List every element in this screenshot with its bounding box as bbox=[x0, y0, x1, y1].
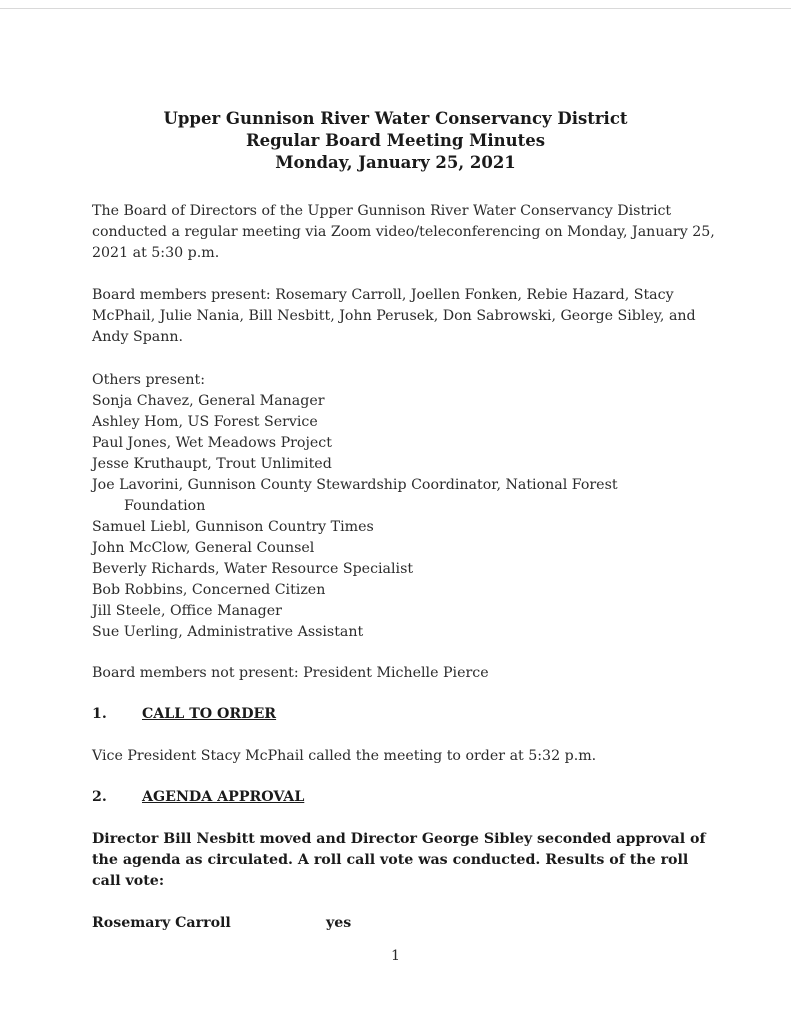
list-item: Jesse Kruthaupt, Trout Unlimited bbox=[92, 456, 332, 472]
section-number: 1. bbox=[92, 706, 107, 722]
document-subtitle: Regular Board Meeting Minutes bbox=[245, 131, 546, 150]
section-heading-call-to-order bbox=[92, 704, 276, 725]
section-number: 2. bbox=[92, 789, 107, 805]
call-to-order-text: Vice President Stacy McPhail called the meeting to order at 5:32 p.m. bbox=[92, 748, 597, 764]
voter-name: Rosemary Carroll bbox=[92, 915, 231, 931]
others-present-list bbox=[92, 370, 732, 643]
list-item: Sonja Chavez, General Manager bbox=[92, 393, 325, 409]
list-item-continuation: Foundation bbox=[124, 498, 206, 514]
vote-result: yes bbox=[326, 915, 352, 931]
list-item: Paul Jones, Wet Meadows Project bbox=[92, 435, 332, 451]
section-title: CALL TO ORDER bbox=[142, 706, 277, 722]
page-top-edge bbox=[0, 8, 791, 9]
list-item: Ashley Hom, US Forest Service bbox=[92, 414, 318, 430]
page-number: 1 bbox=[390, 948, 401, 964]
document-title: Upper Gunnison River Water Conservancy District bbox=[163, 109, 628, 128]
roll-call-vote-row bbox=[92, 913, 351, 934]
list-item: Sue Uerling, Administrative Assistant bbox=[92, 624, 364, 640]
members-absent-paragraph: Board members not present: President Michelle Pierce bbox=[92, 665, 489, 681]
list-item: Joe Lavorini, Gunnison County Stewardship Coordinator, National Forest bbox=[92, 477, 618, 493]
list-item: Beverly Richards, Water Resource Specialist bbox=[92, 561, 414, 577]
others-present-label: Others present: bbox=[92, 372, 205, 388]
list-item: John McClow, General Counsel bbox=[92, 540, 315, 556]
list-item: Samuel Liebl, Gunnison Country Times bbox=[92, 519, 374, 535]
meeting-date: Monday, January 25, 2021 bbox=[275, 153, 516, 172]
section-title: AGENDA APPROVAL bbox=[142, 789, 305, 805]
members-present-paragraph: Board members present: Rosemary Carroll, Joellen Fonken, Rebie Hazard, Stacy McPhail, Julie Nania, Bill Nesbitt, John Perusek, Don Sabrowski, George Sibley, and Andy Spann. bbox=[92, 287, 696, 345]
document-title-block bbox=[0, 108, 791, 174]
section-heading-agenda-approval bbox=[92, 787, 304, 808]
intro-paragraph: The Board of Directors of the Upper Gunnison River Water Conservancy District conducted a regular meeting via Zoom video/teleconferencing on Monday, January 25, 2021 at 5:30 p.m. bbox=[92, 203, 715, 261]
agenda-motion-text: Director Bill Nesbitt moved and Director George Sibley seconded approval of the agenda as circulated. A roll call vote was conducted. Results of the roll call vote: bbox=[92, 831, 706, 889]
list-item: Jill Steele, Office Manager bbox=[92, 603, 282, 619]
list-item: Bob Robbins, Concerned Citizen bbox=[92, 582, 326, 598]
